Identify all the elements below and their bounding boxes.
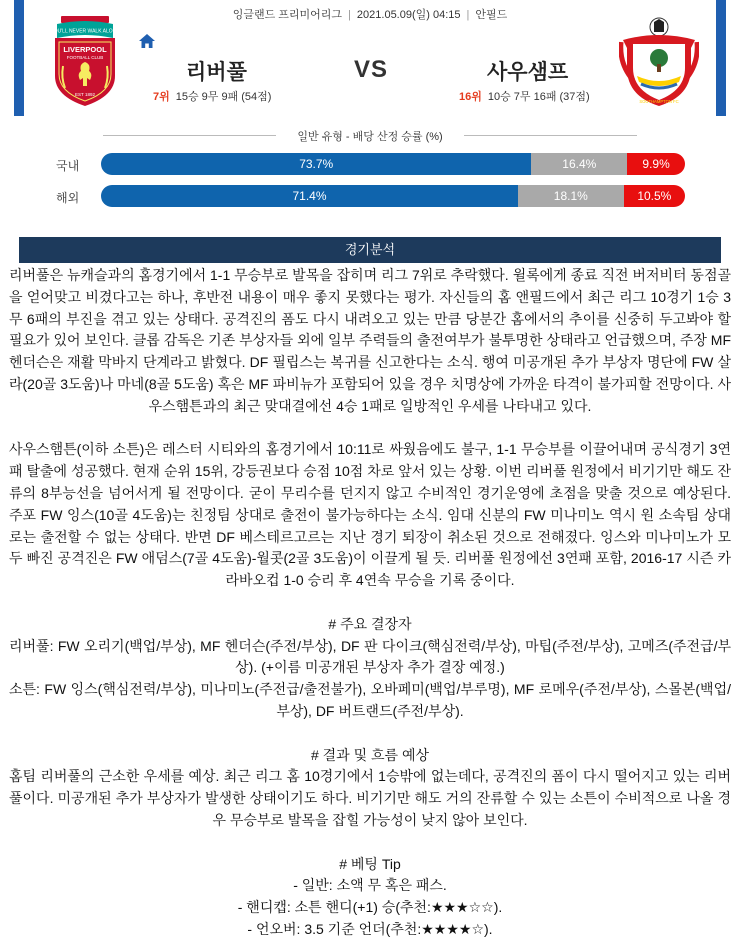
home-record: 15승 9무 9패 (54점)	[175, 91, 272, 103]
odds-row-label: 해외	[56, 191, 80, 205]
match-datetime: 2021.05.09(일) 04:15	[356, 9, 461, 21]
away-record: 10승 7무 16패 (37점)	[487, 91, 590, 103]
lose-segment: 10.5%	[624, 185, 685, 207]
home-analysis-paragraph: 리버풀은 뉴캐슬과의 홈경기에서 1-1 무승부로 발목을 잡히며 리그 7위로 추락했다. 윌록에게 종료 직전 버저비터 동점골을 얻어맞고 비겼다고는 하나, 후반전 내용이 매우 좋지 못했다는 평가. 자신들의 홈 앤필드에서 최근 리그 10경기 1승 3무 6패의 부진을 겪고 있는 상태다. 공격진의 폼도 다시 내려오고 있는 만큼 당분간 홈에서의 추이를 신중히 두고봐야 할 필요가 있어 보인다. 클롭 감독은 기존 부상자들 외에 일부 주력들의 출전여부가 불투명한 상태라고 언급했으며, 주장 MF 헨더슨은 재활 막바지 단계라고 밝혔다. DF 필립스는 복귀를 신고한다는 소식. 행여 미공개된 추가 부상자 명단에 FW 살라(20골 3도움)나 마네(8골 5도움) 혹은 MF 파비뉴가 포함되어 있을 경우 치명상에 가까운 타격이 불가피할 전망이다. 사우스햄튼과의 최근 맞대결에선 4승 1패로 일방적인 우세를 나타내고 있다.	[9, 267, 731, 414]
away-analysis-paragraph: 사우스햄튼(이하 소튼)은 레스터 시티와의 홈경기에서 10:11로 싸웠음에도 불구, 1-1 무승부를 이끌어내며 공식경기 3연패 탈출에 성공했다. 현재 순위 15위, 강등권보다 승점 10점 차로 앞서 있는 상황. 이번 리버풀 원정에서 비기기만 해도 잔류의 8부능선을 넘어서게 될 전망이다. 굳이 무리수를 던지지 않고 수비적인 경기운영에 초점을 맞출 것으로 예상된다. 주포 FW 잉스(10골 4도움)는 친정팀 상대로 출전이 불가능하다는 소식. 임대 신분의 FW 미나미노 역시 원 소속팀 상대로는 출전할 수 없는 상태다. 반면 DF 베스테르고르는 지난 경기 퇴장이 취소된 것으로 전해졌다. 잉스와 미나미노가 모두 빠진 공격진은 FW 애덤스(7골 4도움)-월콧(2골 3도움)이 이끌게 될 듯. 리버풀 원정에선 3연패 포함, 2016-17 시즌 카라바오컵 1-0 승리 후 4연속 무승을 기록 중이다.	[9, 441, 731, 589]
odds-row-label: 국내	[56, 159, 80, 173]
venue: 안필드	[475, 9, 508, 21]
away-team-name: 사우샘프	[487, 61, 569, 84]
analysis-title-bar: 경기분석	[19, 237, 721, 263]
divider	[464, 135, 637, 136]
crest-motto: YOU'LL NEVER WALK ALONE	[50, 28, 120, 35]
match-meta: 잉글랜드 프리미어리그 | 2021.05.09(일) 04:15 | 안필드	[232, 9, 508, 21]
tip-item: - 언오버: 3.5 기준 언더(추천:★★★★☆).	[247, 920, 493, 937]
odds-bar	[101, 153, 685, 175]
odds-caption-text: 일반 유형 - 배당 산정 승률 (%)	[297, 131, 443, 143]
league-name: 잉글랜드 프리미어리그	[232, 9, 343, 21]
forecast-title: # 결과 및 흐름 예상	[310, 746, 429, 763]
absent-home: 리버풀: FW 오리기(백업/부상), MF 헨더슨(주전/부상), DF 판 다이크(핵심전력/부상), 마팁(주전/부상), 고메즈(주전급/부상). (+이름 미공개된 부상자 추가 결장 예정.)	[9, 637, 731, 676]
odds-row-domestic	[0, 153, 740, 175]
draw-segment: 18.1%	[518, 185, 624, 207]
home-team-name: 리버풀	[186, 61, 247, 84]
forecast-paragraph: 홈팀 리버풀의 근소한 우세를 예상. 최근 리그 홈 10경기에서 1승밖에 없는데다, 공격진의 폼이 다시 떨어지고 있는 리버풀이다. 미공개된 추가 부상자가 발생한 상태이기도 하다. 비기기만 해도 거의 잔류할 수 있는 소튼이 수비적으로 나올 경우 무승부로 발목을 잡힐 가능성이 낮지 않아 보인다.	[9, 768, 731, 828]
tip-item: - 핸디캡: 소튼 핸디(+1) 승(추천:★★★☆☆).	[237, 899, 503, 916]
odds-bar	[101, 185, 685, 207]
home-team-record	[153, 88, 271, 104]
home-rank: 7위	[153, 91, 170, 103]
away-team-record	[459, 88, 590, 104]
vs-label: VS	[354, 56, 389, 83]
win-segment: 73.7%	[101, 153, 531, 175]
southampton-crest-logo	[619, 14, 699, 108]
win-segment: 71.4%	[101, 185, 518, 207]
draw-segment: 16.4%	[531, 153, 627, 175]
crest-sub: FOOTBALL CLUB	[66, 55, 104, 60]
divider	[103, 135, 276, 136]
crest-est: EST 1892	[75, 92, 95, 97]
absent-title: # 주요 결장자	[328, 615, 412, 632]
home-icon[interactable]	[139, 34, 155, 48]
tip-item: - 일반: 소액 무 혹은 패스.	[293, 877, 447, 894]
absent-away: 소튼: FW 잉스(핵심전력/부상), 미나미노(주전급/출전불가), 오바페미(백업/부루명), MF 로메우(주전/부상), 스몰본(백업/부상), DF 버트랜드(주전/부상).	[9, 681, 731, 719]
away-rank: 16위	[459, 91, 482, 103]
odds-caption	[0, 128, 740, 142]
tip-title: # 베팅 Tip	[339, 855, 401, 872]
analysis-body	[9, 265, 731, 941]
lose-segment: 9.9%	[627, 153, 685, 175]
liverpool-crest-logo	[47, 14, 123, 110]
odds-row-overseas	[0, 185, 740, 207]
crest-name: LIVERPOOL	[63, 45, 107, 54]
crest-name: SOUTHAMPTON FC	[639, 99, 679, 104]
